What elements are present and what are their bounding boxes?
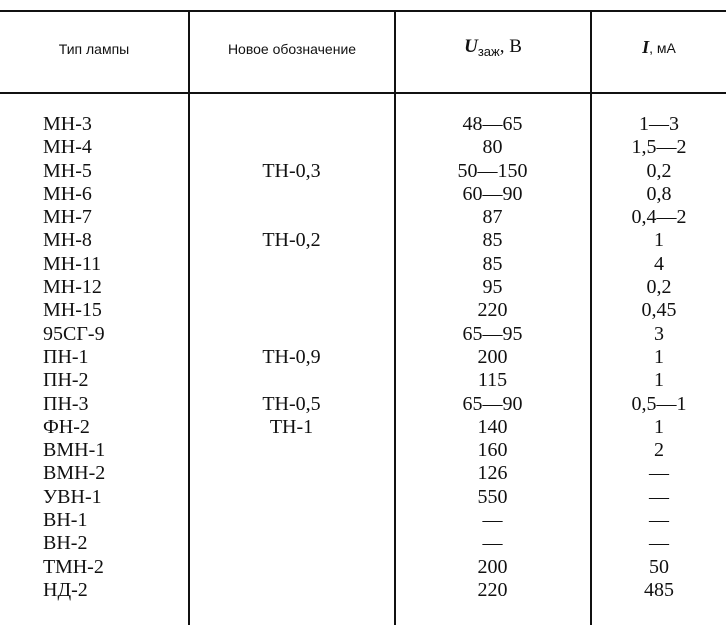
table-header-rule: [0, 92, 726, 94]
table-row: [0, 113, 726, 136]
cell-current: 485: [644, 578, 674, 601]
cell-voltage: 65—90: [462, 392, 523, 415]
cell-voltage: 87: [482, 206, 503, 229]
cell-new-designation: ТН-0,9: [262, 345, 321, 368]
table-row: [0, 416, 726, 439]
cell-type: МН-4: [43, 136, 92, 159]
cell-type: ПН-3: [43, 392, 89, 415]
table-row: [0, 579, 726, 602]
cell-voltage: —: [482, 532, 503, 555]
cell-type: ВН-1: [43, 509, 88, 532]
cell-type: МН-5: [43, 159, 92, 182]
table-row: [0, 276, 726, 299]
table-row: [0, 532, 726, 555]
cell-current: 1,5—2: [631, 136, 687, 159]
table-row: [0, 486, 726, 509]
table-row: [0, 462, 726, 485]
cell-type: ВМН-2: [43, 462, 106, 485]
cell-voltage: 50—150: [457, 159, 528, 182]
cell-current: 0,5—1: [631, 392, 687, 415]
cell-current: 0,2: [646, 276, 672, 299]
table-row: [0, 299, 726, 322]
cell-voltage: 160: [477, 439, 508, 462]
cell-type: ВМН-1: [43, 439, 106, 462]
header-new-designation-label: Новое обозначение: [227, 41, 357, 57]
cell-current: —: [649, 532, 669, 555]
cell-current: 1: [654, 229, 664, 252]
cell-voltage: 220: [477, 299, 508, 322]
table-row: [0, 229, 726, 252]
table-row: [0, 160, 726, 183]
cell-voltage: 80: [482, 136, 503, 159]
cell-current: —: [649, 509, 669, 532]
cell-current: 1: [654, 345, 664, 368]
header-type: [0, 41, 188, 57]
cell-current: 1: [654, 415, 664, 438]
table-body: [0, 113, 726, 602]
table-row: [0, 509, 726, 532]
cell-new-designation: ТН-0,5: [262, 392, 321, 415]
header-current-symbol: I: [642, 37, 650, 57]
cell-type: 95СГ-9: [43, 322, 105, 345]
cell-voltage: 220: [477, 578, 508, 601]
table-row: [0, 253, 726, 276]
cell-voltage: 48—65: [462, 113, 523, 135]
cell-type: НД-2: [43, 578, 88, 601]
cell-type: ВН-2: [43, 532, 88, 555]
cell-voltage: 95: [482, 276, 503, 299]
table-row: [0, 393, 726, 416]
cell-type: МН-7: [43, 206, 92, 229]
cell-new-designation: ТН-0,2: [262, 229, 321, 252]
cell-type: МН-12: [43, 276, 102, 299]
table-row: [0, 136, 726, 159]
header-current: [592, 37, 726, 58]
table-row: [0, 323, 726, 346]
header-new-designation: [190, 41, 394, 57]
cell-type: МН-3: [43, 113, 92, 135]
cell-voltage: 550: [477, 485, 508, 508]
cell-current: 1: [654, 369, 664, 392]
header-voltage-symbol: U: [464, 36, 478, 57]
table-row: [0, 183, 726, 206]
cell-current: —: [649, 485, 669, 508]
cell-voltage: 200: [477, 555, 508, 578]
header-voltage-subscript: заж: [477, 44, 500, 59]
table-row: [0, 369, 726, 392]
cell-type: МН-15: [43, 299, 102, 322]
cell-type: УВН-1: [43, 485, 102, 508]
cell-type: ПН-2: [43, 369, 89, 392]
header-voltage-unit: , В: [499, 36, 522, 57]
cell-current: 0,2: [646, 159, 672, 182]
table-row: [0, 556, 726, 579]
table-row: [0, 206, 726, 229]
cell-voltage: 85: [482, 229, 503, 252]
cell-new-designation: ТН-1: [269, 415, 314, 438]
cell-voltage: 60—90: [462, 182, 523, 205]
cell-type: МН-6: [43, 182, 92, 205]
cell-voltage: —: [482, 509, 503, 532]
cell-voltage: 65—95: [462, 322, 523, 345]
cell-voltage: 140: [477, 415, 508, 438]
cell-voltage: 115: [477, 369, 508, 392]
header-type-label: Тип лампы: [58, 41, 130, 57]
cell-type: МН-11: [43, 252, 102, 275]
cell-current: 3: [654, 322, 664, 345]
header-current-unit: , мА: [649, 40, 676, 56]
cell-current: 0,45: [641, 299, 677, 322]
table-top-rule: [0, 10, 726, 12]
header-voltage: [396, 36, 590, 59]
cell-voltage: 85: [482, 252, 503, 275]
cell-new-designation: ТН-0,3: [262, 159, 321, 182]
cell-current: 1—3: [639, 113, 679, 135]
cell-type: ТМН-2: [43, 555, 104, 578]
cell-voltage: 126: [477, 462, 508, 485]
cell-voltage: 200: [477, 345, 508, 368]
cell-type: МН-8: [43, 229, 92, 252]
table-row: [0, 439, 726, 462]
table-row: [0, 346, 726, 369]
cell-current: 4: [654, 252, 664, 275]
cell-type: ФН-2: [43, 415, 90, 438]
cell-current: 50: [649, 555, 669, 578]
cell-current: 0,8: [646, 182, 672, 205]
cell-current: 2: [654, 439, 664, 462]
cell-current: 0,4—2: [631, 206, 687, 229]
cell-type: ПН-1: [43, 345, 89, 368]
cell-current: —: [649, 462, 669, 485]
